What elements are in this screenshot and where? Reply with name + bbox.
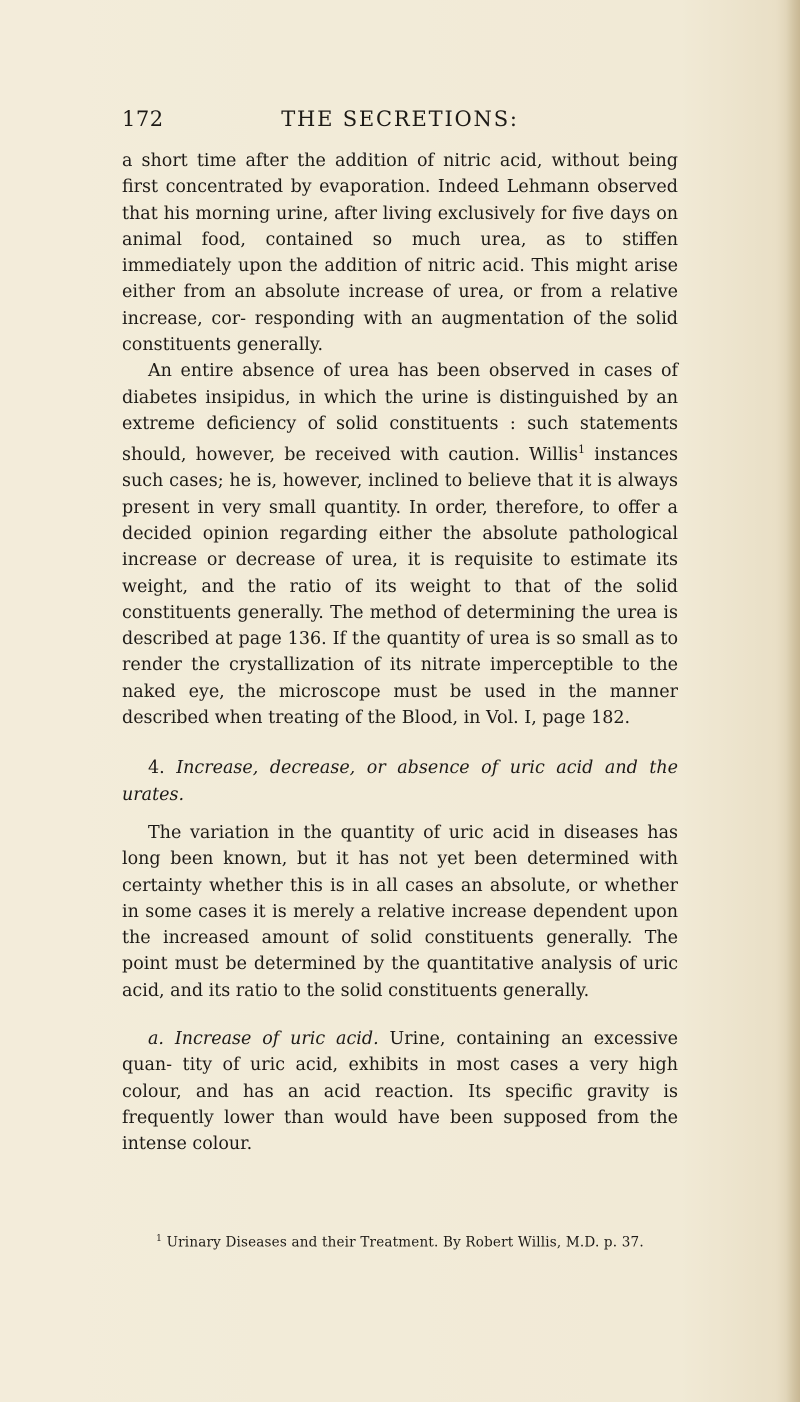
running-head: THE SECRETIONS: (281, 107, 519, 131)
section-title: Increase, decrease, or absence of uric acid and the urates. (122, 758, 678, 805)
paragraph-urea-absence-part1: An entire absence of urea has been observed in cases of diabetes insipidus, in which the urine is distinguished by an extreme deficiency of solid constituents : such statements should, however, be received with caution. Willis (122, 361, 678, 466)
paragraph-continuation: a short time after the addition of nitric acid, without being first concentrated by evaporation. Indeed Lehmann observed that his morning urine, after living exclusively for five days on animal food, contained so much urea, as to stiffen immediately upon the addition of nitric acid. This might arise either from an absolute increase of urea, or from a relative increase, cor- responding with an augmentation of the solid constituents generally. (122, 151, 678, 356)
footnote (122, 1234, 678, 1251)
page-header (122, 107, 678, 137)
section-heading (122, 755, 678, 808)
subsection-paragraph (122, 1026, 678, 1157)
paragraph-urea-absence-part2: instances such cases; he is, however, inclined to believe that it is always present in very small quantity. In order, therefore, to offer a decided opinion regarding either the absolute pathological increase or decrease of urea, it is requisite to estimate its weight, and the ratio of its weight to that of the solid constituents generally. The method of determining the urea is described at page 136. If the quantity of urea is so small as to render the crystallization of its nitrate imperceptible to the naked eye, the microscope must be used in the manner described when treating of the Blood, in Vol. I, page 182. (122, 445, 678, 729)
section-number: 4. (148, 758, 165, 779)
footnote-reference: 1 (578, 443, 586, 457)
body-text (122, 148, 678, 1158)
page-edge-shadow (786, 0, 800, 1402)
page-number: 172 (122, 107, 164, 131)
paragraph-urea-absence (122, 358, 678, 731)
subsection-text: Urine, containing an excessive quan- tity of uric acid, exhibits in most cases a very high colour, and has an acid reaction. Its specific gravity is frequently lower than would have been supposed from the intense colour. (122, 1029, 678, 1155)
paragraph-uric-acid-variation: The variation in the quantity of uric acid in diseases has long been known, but it has not yet been determined with certainty whether this is in all cases an absolute, or whether in some cases it is merely a relative increase dependent upon the increased amount of solid constituents generally. The point must be determined by the quantitative analysis of uric acid, and its ratio to the solid constituents generally. (122, 822, 678, 1001)
subsection-label: a. Increase of uric acid. (148, 1029, 379, 1050)
footnote-marker: 1 (156, 1234, 163, 1244)
footnote-text: Urinary Diseases and their Treatment. By Robert Willis, M.D. p. 37. (166, 1234, 644, 1251)
